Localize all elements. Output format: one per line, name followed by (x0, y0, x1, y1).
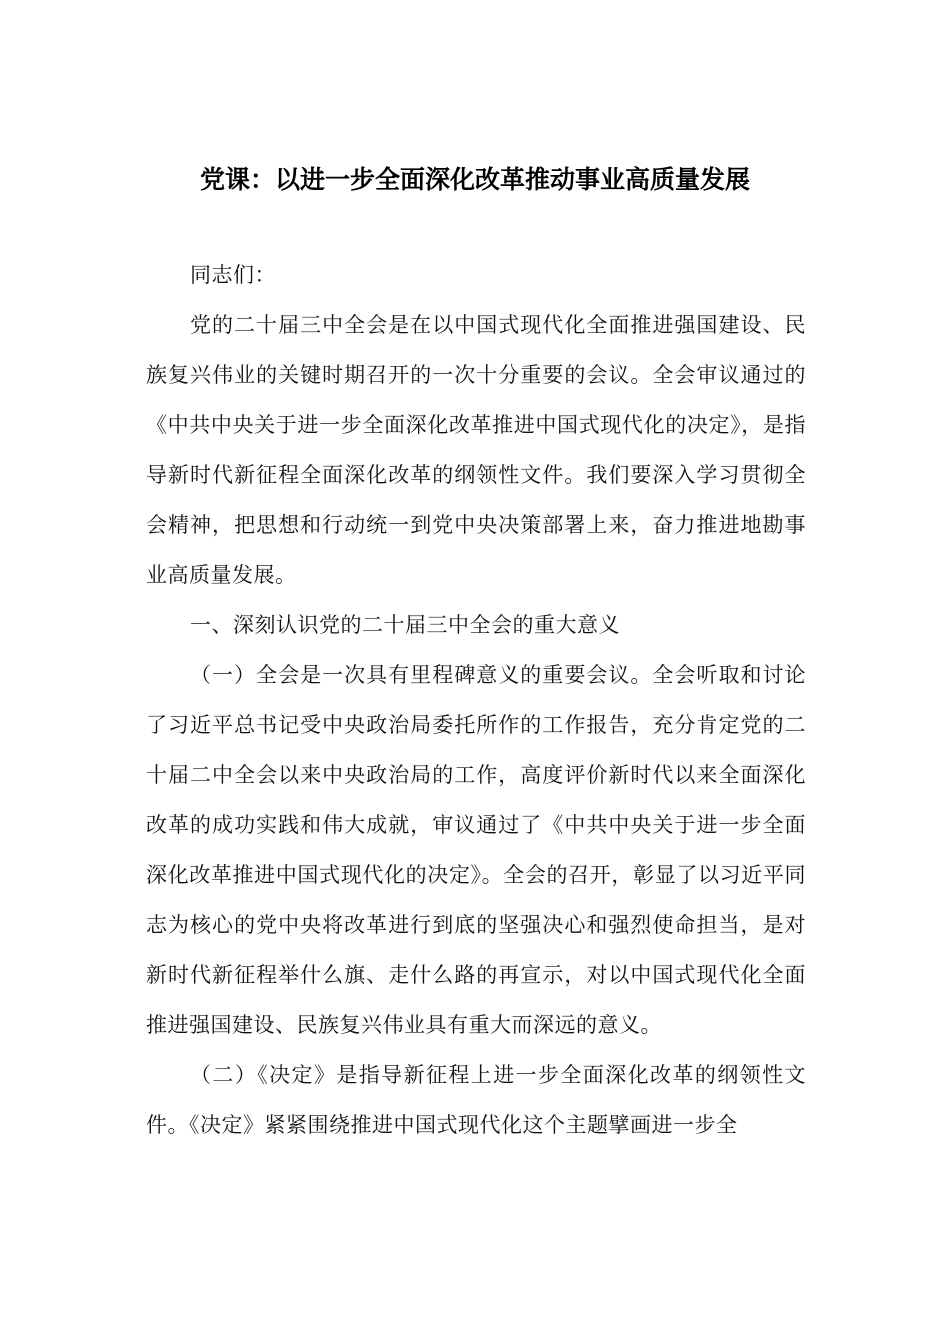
paragraph-intro: 党的二十届三中全会是在以中国式现代化全面推进强国建设、民族复兴伟业的关键时期召开的一次十分重要的会议。全会审议通过的《中共中央关于进一步全面深化改革推进中国式现代化的决定》，是指导新时代新征程全面深化改革的纲领性文件。我们要深入学习贯彻全会精神，把思想和行动统一到党中央决策部署上来，奋力推进地勘事业高质量发展。 (146, 313, 806, 587)
section-heading-1: 一、深刻认识党的二十届三中全会的重大意义 (190, 613, 620, 637)
paragraph-subsection-2: （二）《决定》是指导新征程上进一步全面深化改革的纲领性文件。《决定》紧紧围绕推进中国式现代化这个主题擘画进一步全 (146, 1063, 806, 1137)
document-body (146, 250, 806, 1150)
greeting: 同志们： (190, 263, 276, 287)
document-title: 党课：以进一步全面深化改革推动事业高质量发展 (199, 165, 750, 194)
paragraph-subsection-1: （一）全会是一次具有里程碑意义的重要会议。全会听取和讨论了习近平总书记受中央政治局委托所作的工作报告，充分肯定党的二十届二中全会以来中央政治局的工作，高度评价新时代以来全面深化改革的成功实践和伟大成就，审议通过了《中共中央关于进一步全面深化改革推进中国式现代化的决定》。全会的召开，彰显了以习近平同志为核心的党中央将改革进行到底的坚强决心和强烈使命担当，是对新时代新征程举什么旗、走什么路的再宣示，对以中国式现代化全面推进强国建设、民族复兴伟业具有重大而深远的意义。 (146, 663, 806, 1037)
